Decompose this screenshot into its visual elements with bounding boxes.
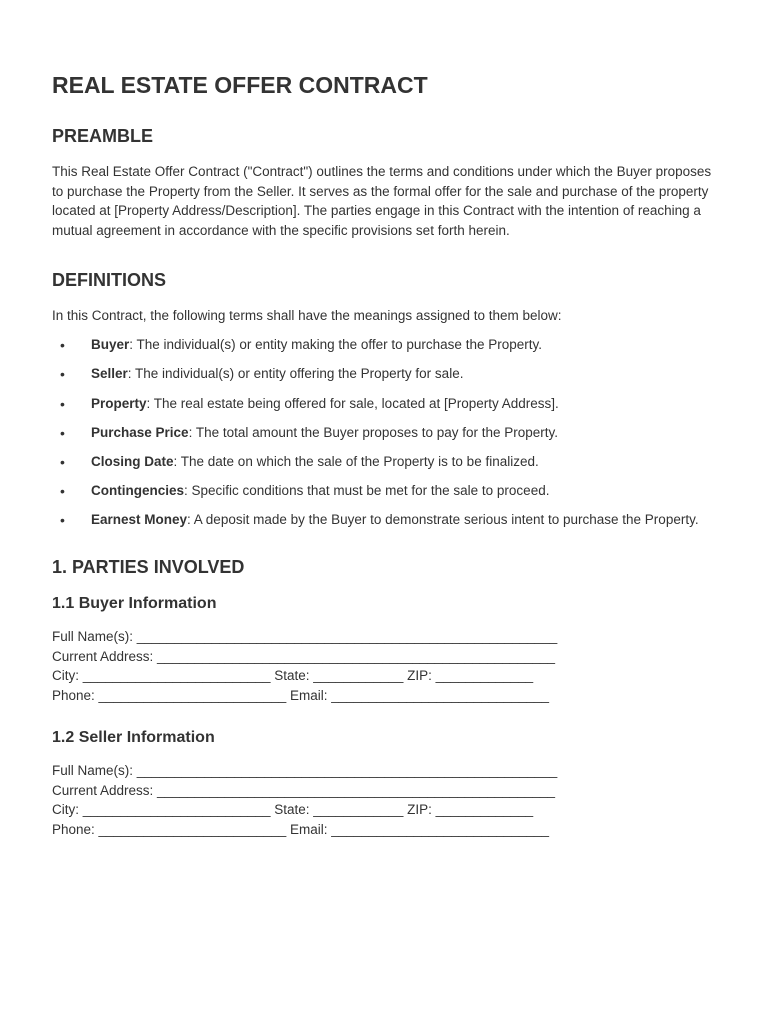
seller-info-heading: 1.2 Seller Information	[52, 729, 215, 747]
definition-text: : The individual(s) or entity offering the Property for sale.	[127, 366, 464, 382]
bullet-icon: •	[60, 424, 65, 441]
seller-phone-email-field[interactable]: Phone: _________________________ Email: _____________________________	[52, 821, 549, 837]
buyer-full-name-field[interactable]: Full Name(s): ________________________________________________________	[52, 629, 558, 645]
definition-term: Contingencies	[91, 482, 185, 498]
seller-current-address-field[interactable]: Current Address: _____________________________________________________	[52, 782, 555, 798]
buyer-current-address-field[interactable]: Current Address: _____________________________________________________	[52, 648, 555, 664]
definition-item-earnest-money	[52, 510, 718, 530]
definition-item-buyer	[52, 335, 718, 355]
definition-term: Seller	[91, 366, 128, 382]
definition-term: Property	[91, 395, 147, 411]
bullet-icon: •	[60, 482, 65, 499]
definition-text: : A deposit made by the Buyer to demonstrate serious intent to purchase the Property.	[187, 511, 699, 527]
definition-item-closing-date	[52, 452, 718, 472]
definition-item-property	[52, 394, 718, 414]
preamble-heading: PREAMBLE	[52, 126, 154, 146]
seller-city-state-zip-field[interactable]: City: _________________________ State: ____________ ZIP: _____________	[52, 802, 534, 818]
bullet-icon: •	[60, 511, 65, 528]
definition-text: : The total amount the Buyer proposes to pay for the Property.	[188, 424, 559, 440]
buyer-info-heading: 1.1 Buyer Information	[52, 595, 217, 613]
definition-term: Closing Date	[91, 453, 174, 469]
parties-heading: 1. PARTIES INVOLVED	[52, 557, 245, 578]
bullet-icon: •	[60, 366, 65, 383]
preamble-paragraph: This Real Estate Offer Contract ("Contract") outlines the terms and conditions under which the Buyer proposes to purchase the Property from the Seller. It serves as the formal offer for the sale and purchase of the property located at [Property Address/Description]. The parties engage in this Contract with the intention of reaching a mutual agreement in accordance with the specific provisions set forth herein.	[52, 164, 712, 238]
definition-text: : The individual(s) or entity making the offer to purchase the Property.	[129, 337, 542, 353]
definition-text: : The real estate being offered for sale, located at [Property Address].	[146, 395, 559, 411]
buyer-info-form	[52, 627, 718, 705]
definition-term: Purchase Price	[91, 424, 189, 440]
definition-item-seller	[52, 364, 718, 384]
definition-item-purchase-price	[52, 423, 718, 443]
bullet-icon: •	[60, 395, 65, 412]
definition-term: Earnest Money	[91, 511, 188, 527]
definitions-heading: DEFINITIONS	[52, 270, 167, 291]
document-title: REAL ESTATE OFFER CONTRACT	[52, 72, 428, 98]
seller-full-name-field[interactable]: Full Name(s): ________________________________________________________	[52, 763, 558, 779]
definition-text: : Specific conditions that must be met for the sale to proceed.	[184, 482, 550, 498]
definition-item-contingencies	[52, 481, 718, 501]
definitions-list	[52, 335, 718, 529]
seller-info-form	[52, 761, 718, 839]
definition-term: Buyer	[91, 337, 130, 353]
bullet-icon: •	[60, 453, 65, 470]
definition-text: : The date on which the sale of the Property is to be finalized.	[173, 453, 539, 469]
buyer-phone-email-field[interactable]: Phone: _________________________ Email: _____________________________	[52, 687, 549, 703]
bullet-icon: •	[60, 337, 65, 354]
definitions-intro: In this Contract, the following terms shall have the meanings assigned to them below:	[52, 308, 562, 324]
buyer-city-state-zip-field[interactable]: City: _________________________ State: ____________ ZIP: _____________	[52, 668, 534, 684]
